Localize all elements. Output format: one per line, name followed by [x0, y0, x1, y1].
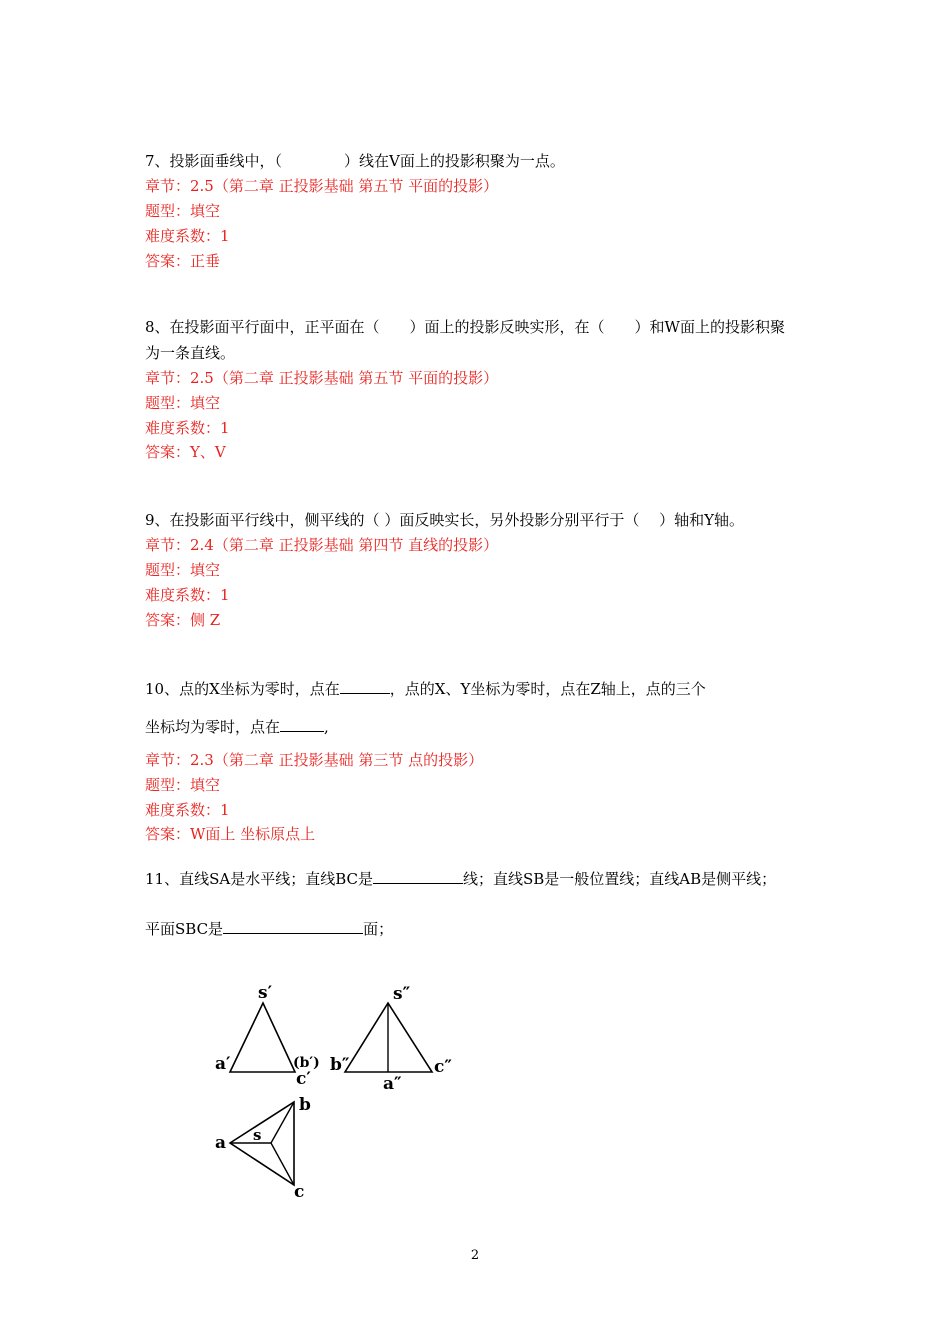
q10-chapter: 章节：2.3（第二章 正投影基础 第三节 点的投影） — [145, 751, 484, 769]
q11-blank-1 — [373, 867, 463, 884]
q9-answer: 答案：侧 Z — [145, 611, 221, 629]
q9-type: 题型：填空 — [145, 561, 221, 579]
label-b-double-prime: b″ — [330, 1055, 350, 1075]
q10-answer: 答案：W面上 坐标原点上 — [145, 825, 316, 843]
q7-answer: 答案：正垂 — [145, 252, 221, 270]
q9-chapter: 章节：2.4（第二章 正投影基础 第四节 直线的投影） — [145, 536, 499, 554]
q9-stem: 9、在投影面平行线中，侧平线的（ ）面反映实长，另外投影分别平行于（ ）轴和Y轴。 — [145, 511, 744, 529]
q10-blank-1 — [340, 677, 390, 694]
label-b: b — [299, 1095, 311, 1115]
q11-line1: 11、直线SA是水平线；直线BC是 线；直线SB是一般位置线；直线AB是侧平线； — [145, 867, 776, 890]
label-c-double-prime: c″ — [434, 1057, 452, 1077]
q8-type: 题型：填空 — [145, 394, 221, 412]
q7-chapter: 章节：2.5（第二章 正投影基础 第五节 平面的投影） — [145, 177, 499, 195]
top-line-sc — [271, 1143, 294, 1185]
front-view — [215, 983, 320, 1089]
q10-line2: 坐标均为零时，点在 , — [145, 715, 329, 738]
q8-stem-line2: 为一条直线。 — [145, 344, 236, 362]
label-s-prime: s′ — [258, 983, 273, 1003]
front-triangle — [230, 1003, 295, 1072]
q11-blank-2 — [223, 917, 363, 934]
q10-line1: 10、点的X坐标为零时，点在 ，点的X、Y坐标为零时，点在Z轴上，点的三个 — [145, 677, 706, 700]
label-c-prime: c′ — [296, 1069, 311, 1089]
label-b-prime-hidden: (b′) — [293, 1055, 320, 1071]
page-number: 2 — [470, 1248, 480, 1263]
label-a-double-prime: a″ — [383, 1074, 402, 1094]
q8-answer: 答案：Y、V — [145, 443, 226, 461]
top-line-sb — [271, 1102, 294, 1143]
label-a: a — [215, 1133, 227, 1153]
label-s: s — [253, 1126, 262, 1144]
q7-stem: 7、投影面垂线中，（ ）线在V面上的投影积聚为一点。 — [145, 152, 565, 170]
side-view — [330, 984, 452, 1094]
q7-type: 题型：填空 — [145, 202, 221, 220]
q10-difficulty: 难度系数：1 — [145, 801, 230, 819]
label-s-double-prime: s″ — [393, 984, 411, 1004]
label-c: c — [294, 1182, 305, 1202]
top-view — [215, 1095, 311, 1202]
q7-difficulty: 难度系数：1 — [145, 227, 230, 245]
q9-difficulty: 难度系数：1 — [145, 586, 230, 604]
q8-stem-line1: 8、在投影面平行面中，正平面在（ ）面上的投影反映实形，在（ ）和W面上的投影积聚 — [145, 318, 785, 336]
q8-chapter: 章节：2.5（第二章 正投影基础 第五节 平面的投影） — [145, 369, 499, 387]
projection-figure — [205, 975, 485, 1205]
q10-type: 题型：填空 — [145, 776, 221, 794]
q8-difficulty: 难度系数：1 — [145, 419, 230, 437]
label-a-prime: a′ — [215, 1054, 231, 1074]
q10-blank-2 — [280, 715, 324, 732]
q11-line2: 平面SBC是 面； — [145, 917, 393, 940]
